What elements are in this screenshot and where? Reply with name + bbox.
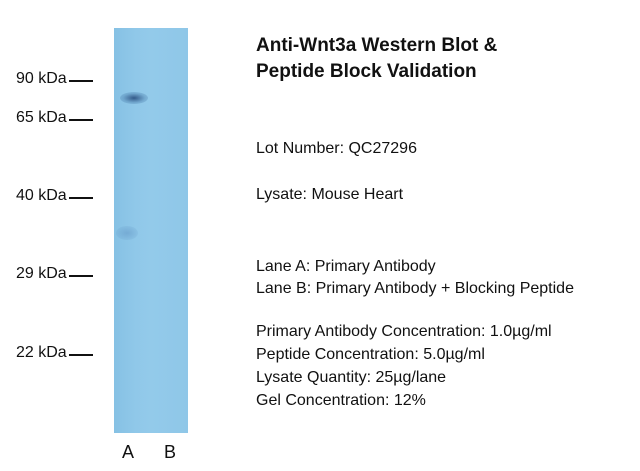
marker-tick [69,354,93,356]
lysate-info: Lysate: Mouse Heart [256,186,404,203]
blot-membrane [114,28,188,433]
lane-b-strip [151,28,188,433]
marker-29 [16,265,93,283]
marker-tick [69,197,93,199]
marker-label: 22 kDa [16,344,67,361]
marker-40 [16,187,93,205]
protein-band [120,92,148,104]
marker-label: 29 kDa [16,265,67,282]
marker-tick [69,80,93,82]
antibody-concentration: Primary Antibody Concentration: 1.0µg/ml [256,323,552,340]
lane-a-strip [114,28,151,433]
marker-tick [69,275,93,277]
title-line-2: Peptide Block Validation [256,61,477,82]
marker-label: 40 kDa [16,187,67,204]
marker-65 [16,109,93,127]
page-title [256,33,616,85]
marker-tick [69,119,93,121]
gel-concentration: Gel Concentration: 12% [256,392,426,409]
lane-label-a: A [122,442,135,462]
marker-label: 90 kDa [16,70,67,87]
title-line-1: Anti-Wnt3a Western Blot & [256,35,498,56]
marker-90 [16,70,93,88]
peptide-concentration: Peptide Concentration: 5.0µg/ml [256,346,485,363]
faint-band [116,226,138,240]
lysate-quantity: Lysate Quantity: 25µg/lane [256,369,447,386]
lane-label-b: B [164,442,177,462]
marker-22 [16,344,93,362]
lane-b-description: Lane B: Primary Antibody + Blocking Peptide [256,280,574,297]
marker-label: 65 kDa [16,109,67,126]
lot-number: Lot Number: QC27296 [256,140,417,157]
lane-a-description: Lane A: Primary Antibody [256,258,436,275]
conditions-block [256,320,552,412]
